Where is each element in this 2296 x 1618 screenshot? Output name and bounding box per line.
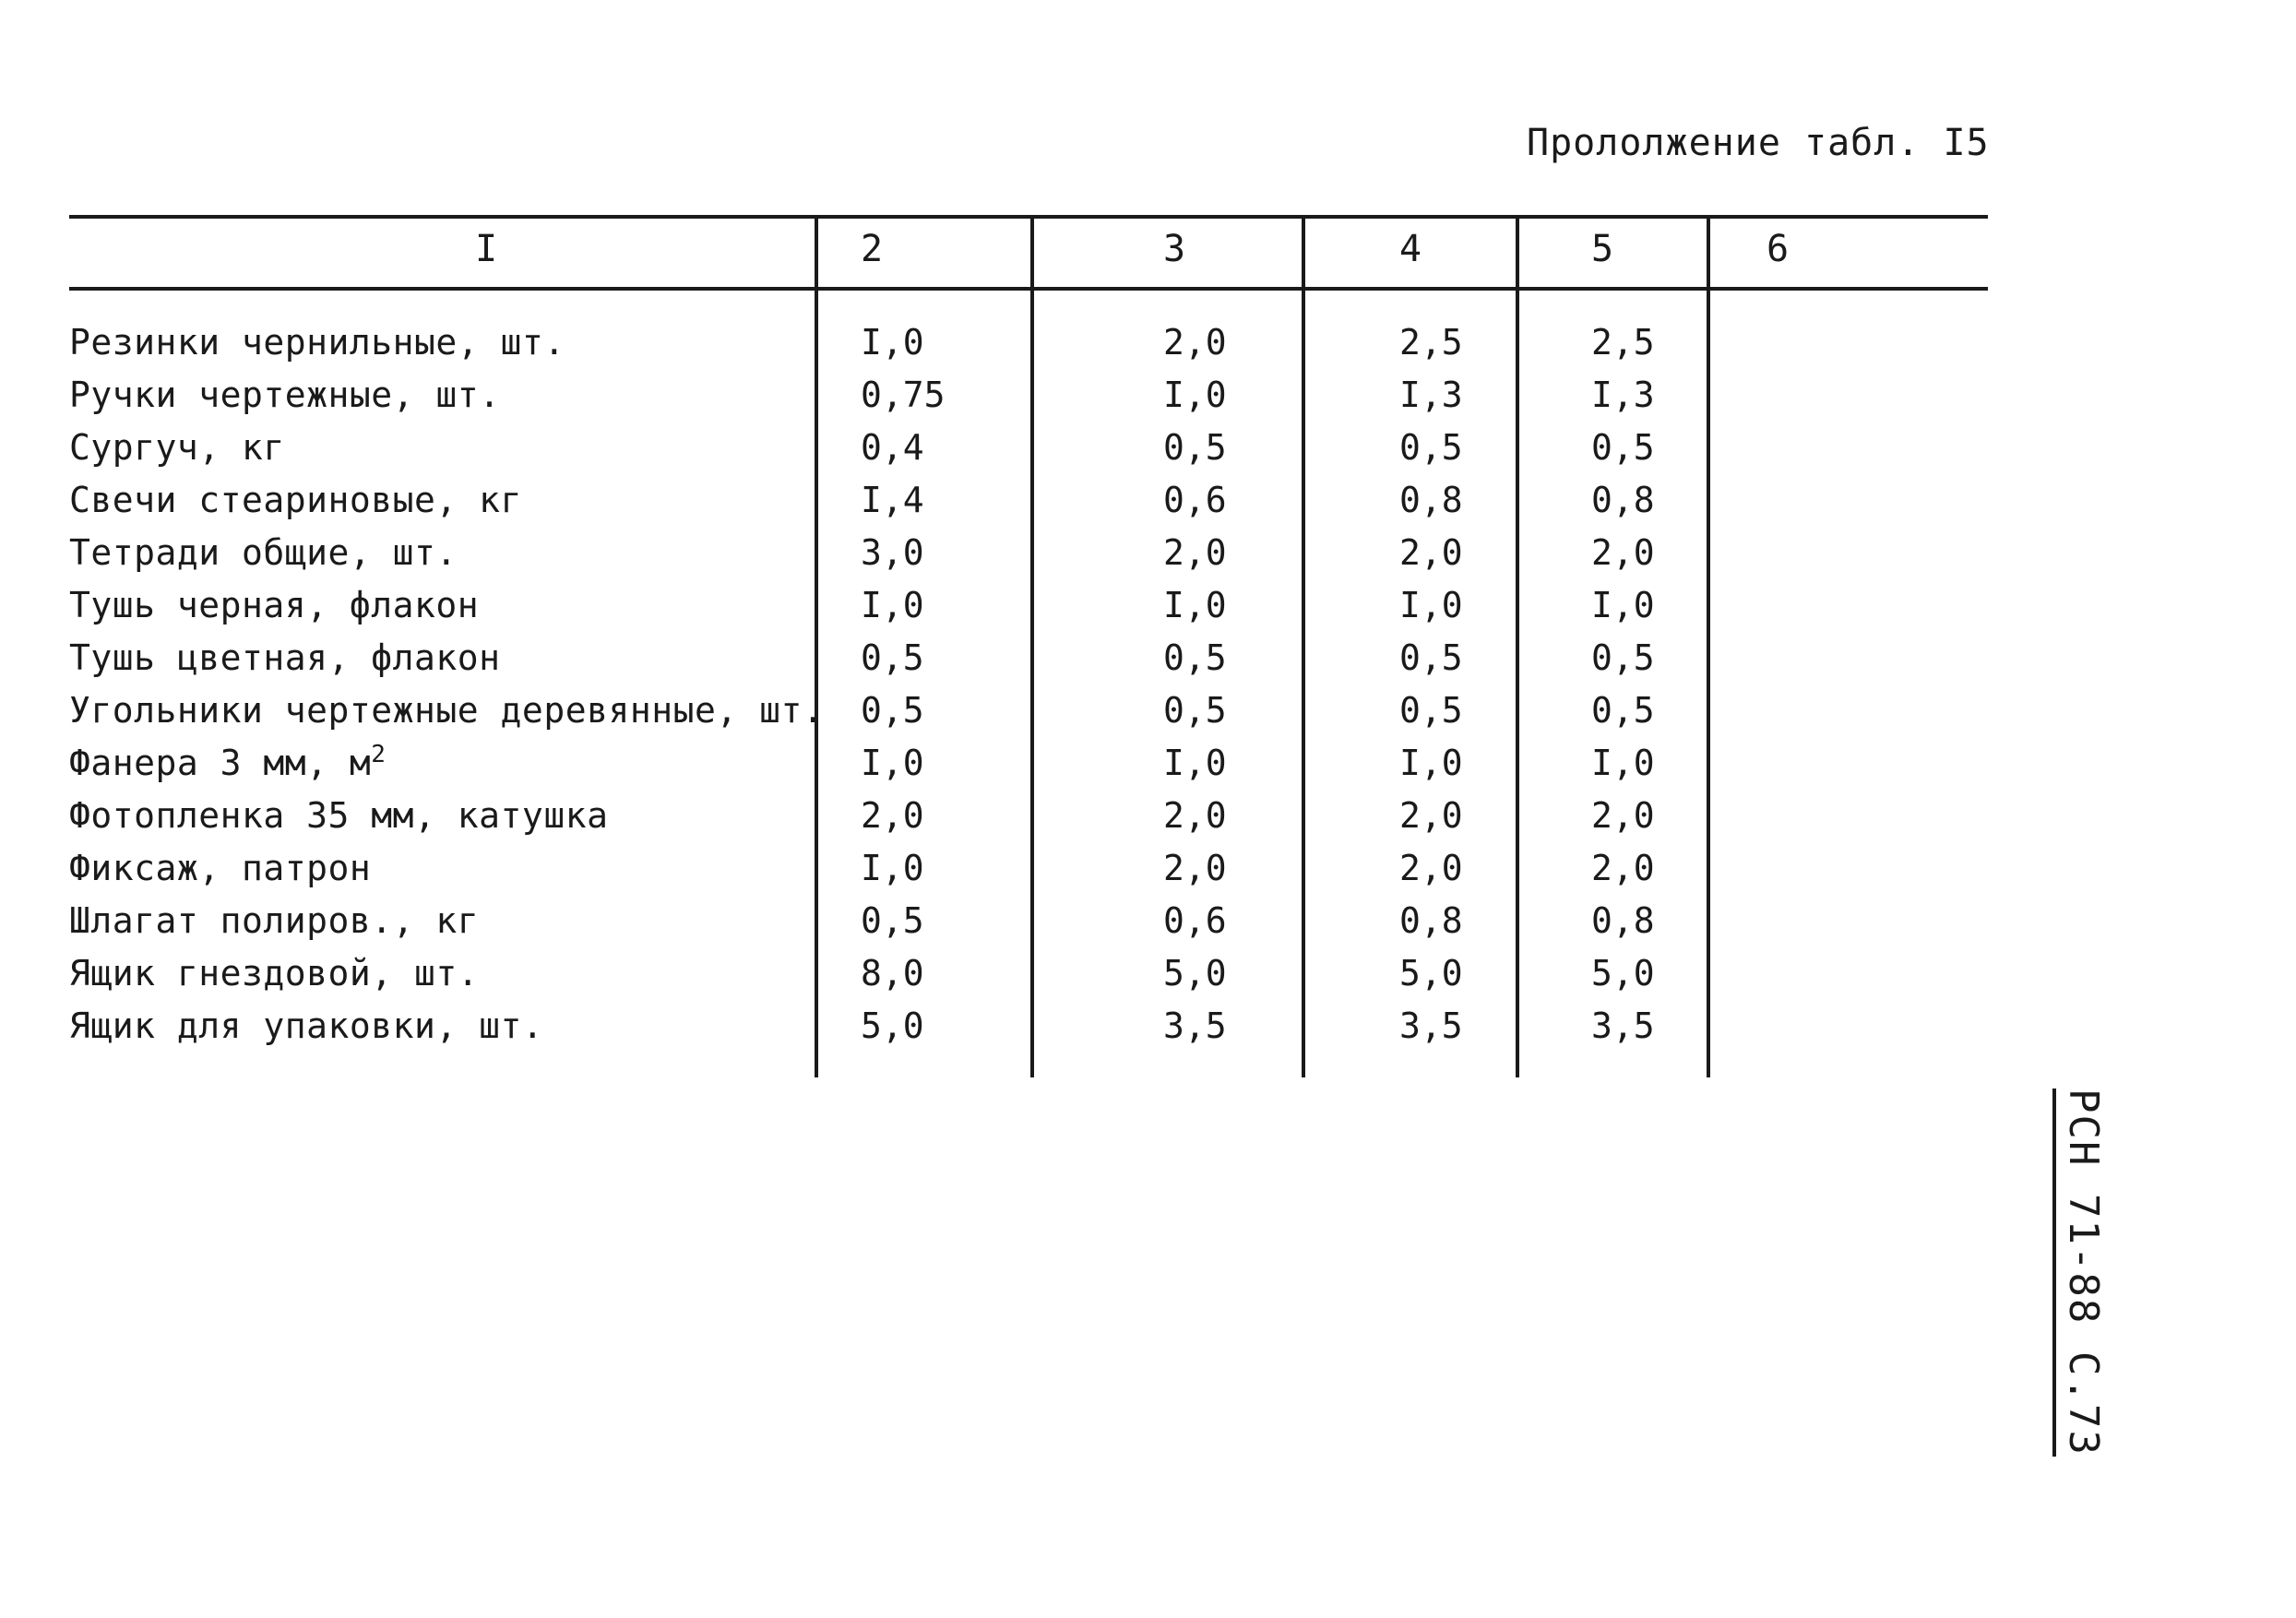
- value-cell-c3: 0,5: [1163, 427, 1227, 468]
- item-name: [69, 842, 371, 895]
- item-name: [69, 632, 501, 684]
- value-cell-c4: I,3: [1399, 375, 1463, 415]
- value-cell-c5: 0,8: [1591, 900, 1655, 941]
- table-row: [69, 474, 1988, 527]
- table-row: [69, 737, 1988, 790]
- value-cell-c5: 0,8: [1591, 480, 1655, 520]
- document-code-stamp: РСН 71-88 С.73: [2052, 1089, 2107, 1457]
- item-name-text: Ящик гнездовой, шт.: [69, 953, 480, 993]
- value-cell-c4: 3,5: [1399, 1005, 1463, 1046]
- item-name-text: Ручки чертежные, шт.: [69, 375, 501, 415]
- value-cell-c2: I,0: [861, 848, 924, 888]
- value-cell-c3: I,0: [1163, 585, 1227, 625]
- table-row: [69, 632, 1988, 684]
- value-cell-c5: 5,0: [1591, 953, 1655, 993]
- value-cell-c4: 2,5: [1399, 322, 1463, 363]
- value-cell-c5: 2,5: [1591, 322, 1655, 363]
- value-cell-c2: I,0: [861, 585, 924, 625]
- value-cell-c5: 0,5: [1591, 427, 1655, 468]
- value-cell-c3: 2,0: [1163, 848, 1227, 888]
- value-cell-c2: I,0: [861, 322, 924, 363]
- value-cell-c4: 2,0: [1399, 795, 1463, 836]
- value-cell-c4: 2,0: [1399, 848, 1463, 888]
- table-row: [69, 316, 1988, 369]
- table-header-rule: [69, 287, 1988, 291]
- value-cell-c5: I,0: [1591, 743, 1655, 783]
- value-cell-c4: 0,8: [1399, 480, 1463, 520]
- value-cell-c2: 0,75: [861, 375, 946, 415]
- value-cell-c2: 0,5: [861, 900, 924, 941]
- item-name-text: Угольники чертежные деревянные, шт.: [69, 690, 825, 731]
- table-row: [69, 895, 1988, 947]
- value-cell-c3: 2,0: [1163, 795, 1227, 836]
- value-cell-c4: 0,8: [1399, 900, 1463, 941]
- table-row: [69, 1000, 1988, 1053]
- value-cell-c5: 2,0: [1591, 532, 1655, 573]
- value-cell-c5: I,3: [1591, 375, 1655, 415]
- item-name-text: Фиксаж, патрон: [69, 848, 372, 888]
- value-cell-c3: I,0: [1163, 375, 1227, 415]
- item-name-text: Сургуч, кг: [69, 427, 285, 468]
- item-name: [69, 895, 479, 947]
- column-header-2: 2: [861, 228, 884, 270]
- value-cell-c2: 5,0: [861, 1005, 924, 1046]
- value-cell-c3: 2,0: [1163, 322, 1227, 363]
- item-name: [69, 527, 458, 579]
- table-row: [69, 527, 1988, 579]
- value-cell-c4: I,0: [1399, 585, 1463, 625]
- item-name-text: Шлагат полиров., кг: [69, 900, 480, 941]
- value-cell-c2: I,0: [861, 743, 924, 783]
- item-name: [69, 474, 522, 527]
- item-name-text: Тушь черная, флакон: [69, 585, 480, 625]
- item-name-text: Тетради общие, шт.: [69, 532, 458, 573]
- value-cell-c4: I,0: [1399, 743, 1463, 783]
- value-cell-c5: 2,0: [1591, 795, 1655, 836]
- value-cell-c5: 3,5: [1591, 1005, 1655, 1046]
- item-name: [69, 579, 479, 632]
- item-name: [69, 737, 386, 790]
- table-row: [69, 422, 1988, 474]
- item-name: [69, 947, 479, 1000]
- value-cell-c3: 5,0: [1163, 953, 1227, 993]
- item-name-text: Фанера 3 мм, м: [69, 743, 372, 783]
- table-top-rule: [69, 215, 1988, 219]
- item-name: [69, 422, 285, 474]
- column-header-3: 3: [1163, 228, 1186, 270]
- item-name-text: Свечи стеариновые, кг: [69, 480, 522, 520]
- value-cell-c5: 2,0: [1591, 848, 1655, 888]
- value-cell-c5: I,0: [1591, 585, 1655, 625]
- value-cell-c2: 0,5: [861, 637, 924, 678]
- table-row: [69, 684, 1988, 737]
- value-cell-c3: 3,5: [1163, 1005, 1227, 1046]
- table-row: [69, 369, 1988, 422]
- item-name-text: Ящик для упаковки, шт.: [69, 1005, 544, 1046]
- item-name-text: Резинки чернильные, шт.: [69, 322, 565, 363]
- item-name: [69, 684, 824, 737]
- table-row: [69, 842, 1988, 895]
- value-cell-c5: 0,5: [1591, 690, 1655, 731]
- value-cell-c2: 3,0: [861, 532, 924, 573]
- value-cell-c3: 0,6: [1163, 480, 1227, 520]
- item-name-text: Тушь цветная, флакон: [69, 637, 501, 678]
- table-continuation-title: Прололжение табл. I5: [1527, 122, 1990, 164]
- value-cell-c5: 0,5: [1591, 637, 1655, 678]
- value-cell-c4: 2,0: [1399, 532, 1463, 573]
- column-header-6: 6: [1767, 228, 1790, 270]
- value-cell-c4: 0,5: [1399, 690, 1463, 731]
- value-cell-c3: 0,5: [1163, 690, 1227, 731]
- value-cell-c3: 0,5: [1163, 637, 1227, 678]
- item-name: [69, 790, 608, 842]
- item-name: [69, 1000, 543, 1053]
- item-name-text: Фотопленка 35 мм, катушка: [69, 795, 609, 836]
- value-cell-c4: 0,5: [1399, 427, 1463, 468]
- value-cell-c4: 5,0: [1399, 953, 1463, 993]
- value-cell-c2: 8,0: [861, 953, 924, 993]
- unit-superscript: 2: [371, 741, 387, 768]
- item-name: [69, 369, 501, 422]
- table-row: [69, 579, 1988, 632]
- value-cell-c4: 0,5: [1399, 637, 1463, 678]
- item-name: [69, 316, 565, 369]
- column-header-1: I: [475, 228, 498, 270]
- value-cell-c2: I,4: [861, 480, 924, 520]
- value-cell-c3: 0,6: [1163, 900, 1227, 941]
- table-row: [69, 790, 1988, 842]
- value-cell-c3: 2,0: [1163, 532, 1227, 573]
- value-cell-c2: 2,0: [861, 795, 924, 836]
- value-cell-c3: I,0: [1163, 743, 1227, 783]
- value-cell-c2: 0,5: [861, 690, 924, 731]
- column-header-5: 5: [1591, 228, 1614, 270]
- value-cell-c2: 0,4: [861, 427, 924, 468]
- table-row: [69, 947, 1988, 1000]
- column-header-4: 4: [1399, 228, 1422, 270]
